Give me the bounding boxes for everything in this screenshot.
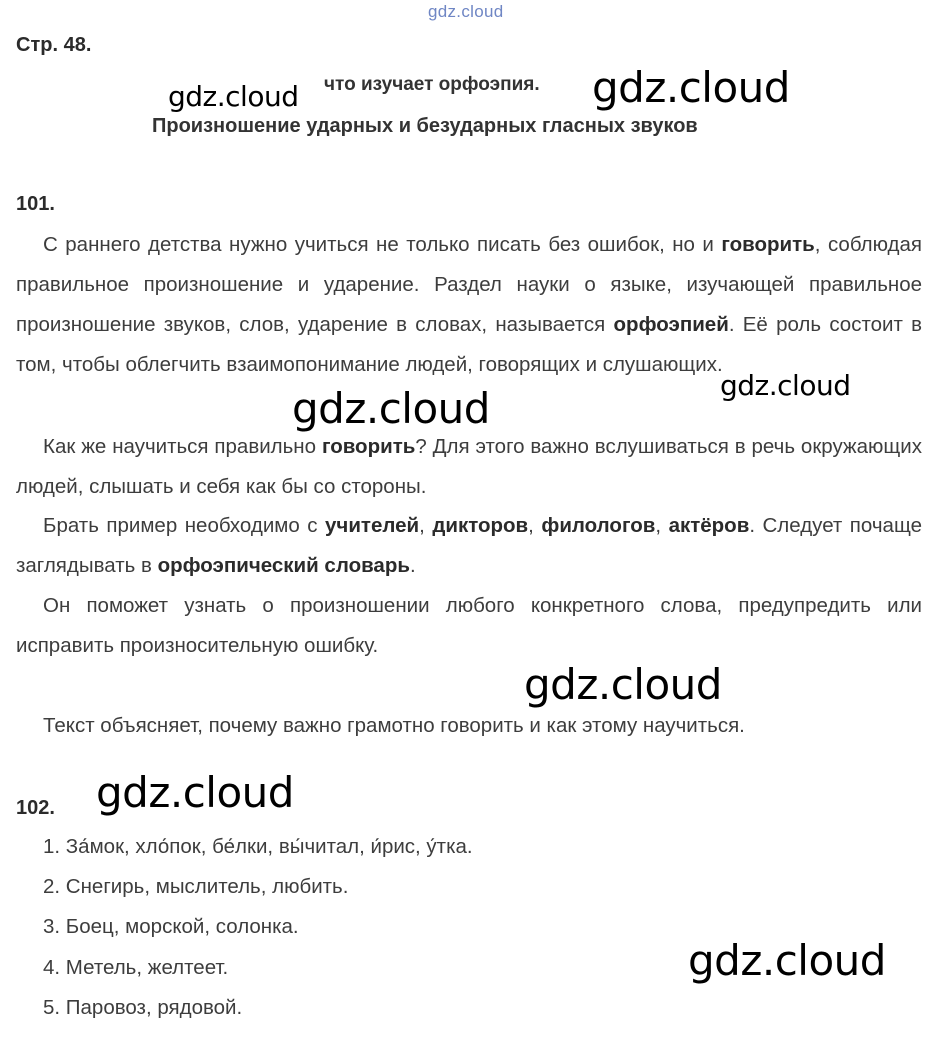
paragraph-3 xyxy=(16,506,922,586)
paragraph-2 xyxy=(16,427,922,507)
list-item: 1. За́мок, хло́пок, бе́лки, вы́читал, и́рис, у́тка. xyxy=(43,835,473,858)
text-run: , xyxy=(419,514,433,537)
watermark: gdz.cloud xyxy=(168,80,299,113)
text-run: , соблюдая правильное произношение и ударение. Раздел науки о языке, изучающей правильное произношение звуков, слов, ударение в словах, называется xyxy=(16,233,922,336)
paragraph-1 xyxy=(16,225,922,385)
bold-term: дикторов xyxy=(432,514,529,537)
watermark: gdz.cloud xyxy=(592,63,790,112)
watermark: gdz.cloud xyxy=(292,384,490,433)
text-run: Как же научиться правильно xyxy=(43,435,322,458)
list-item: 2. Снегирь, мыслитель, любить. xyxy=(43,875,349,898)
bold-term: говорить xyxy=(721,233,815,256)
bold-term: филологов xyxy=(541,514,656,537)
text-run: ? Для этого важно вслушиваться в речь окружающих людей, слышать и себя как бы со стороны. xyxy=(16,435,922,498)
text-run: . Следует почаще заглядывать в xyxy=(16,514,922,577)
exercise-number-102: 102. xyxy=(16,797,55,819)
bold-term: говорить xyxy=(321,435,416,458)
header-watermark: gdz.cloud xyxy=(428,2,504,21)
text-run: С раннего детства нужно учиться не только писать без ошибок, но и xyxy=(43,233,722,256)
bold-term: орфоэпический словарь xyxy=(157,554,410,577)
bold-term: орфоэпией xyxy=(613,313,729,336)
list-item: 3. Боец, морской, солонка. xyxy=(43,915,299,938)
text-run: , xyxy=(655,514,669,537)
section-heading: Произношение ударных и безударных гласных звуков xyxy=(152,115,698,137)
list-item: 4. Метель, желтеет. xyxy=(43,956,229,979)
exercise-number-101: 101. xyxy=(16,193,55,215)
bold-term: учителей xyxy=(325,514,420,537)
watermark: gdz.cloud xyxy=(688,936,886,985)
text-run: . xyxy=(409,554,416,577)
page-label: Стр. 48. xyxy=(16,34,92,56)
text-run: , xyxy=(528,514,542,537)
text-run: Брать пример необходимо с xyxy=(43,514,326,537)
watermark: gdz.cloud xyxy=(96,768,294,817)
paragraph-4: Он поможет узнать о произношении любого конкретного слова, предупредить или исправить произносительную ошибку. xyxy=(16,594,922,657)
topic-heading: что изучает орфоэпия. xyxy=(324,74,540,95)
conclusion-paragraph: Текст объясняет, почему важно грамотно говорить и как этому научиться. xyxy=(43,714,745,737)
list-item: 5. Паровоз, рядовой. xyxy=(43,996,243,1019)
bold-term: актёров xyxy=(668,514,750,537)
text-run: . Её роль состоит в том, чтобы облегчить взаимопонимание людей, говорящих и слушающих. xyxy=(16,313,923,376)
watermark: gdz.cloud xyxy=(720,369,851,402)
watermark: gdz.cloud xyxy=(524,660,722,709)
